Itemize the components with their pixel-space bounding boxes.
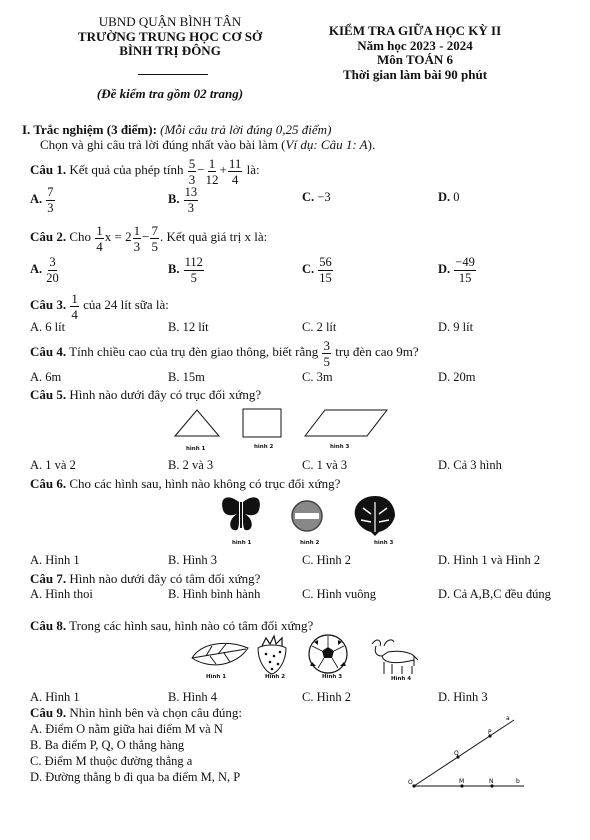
question-1: Câu 1. Kết quả của phép tính $\frac{5}{3}$ − $\frac{1}{12}$ + $\frac{11}{4}$ là: <box>30 155 260 187</box>
q4-option-d[interactable]: D. 20m <box>438 370 476 384</box>
header-divider <box>138 74 208 75</box>
q7-option-c[interactable]: C. Hình vuông <box>302 587 376 601</box>
q1-frac-3: $\frac{11}{4}$ <box>228 155 242 187</box>
monstera-leaf-icon <box>355 496 395 536</box>
parallelogram-shape <box>305 410 387 436</box>
q6-option-c[interactable]: C. Hình 2 <box>302 553 351 567</box>
q6-caption-1: hình 1 <box>232 540 252 546</box>
school-name: BÌNH TRỊ ĐÔNG <box>119 43 221 58</box>
question-9: Câu 9. Nhìn hình bên và chọn câu đúng: <box>30 705 242 720</box>
q3-option-b[interactable]: B. 12 lít <box>168 320 209 334</box>
q5-option-c[interactable]: C. 1 và 3 <box>302 458 348 472</box>
q8-option-b[interactable]: B. Hình 4 <box>168 690 217 704</box>
q2-option-b[interactable]: B. $\frac{112}{5}$ <box>168 255 203 285</box>
q3-option-a[interactable]: A. 6 lít <box>30 320 66 334</box>
question-4: Câu 4. Tính chiều cao của trụ đèn giao thông, biết rằng $\frac{3}{5}$ trụ đèn cao 9m? <box>30 337 419 369</box>
q6-figures <box>215 494 395 538</box>
label-b: b <box>516 778 520 785</box>
leaf-icon <box>192 643 248 664</box>
q3-option-d[interactable]: D. 9 lít <box>438 320 474 334</box>
instruction <box>40 137 375 153</box>
point-o <box>412 784 415 787</box>
q8-caption-2: Hình 2 <box>265 674 286 680</box>
q1-option-d[interactable]: D. 0 <box>438 190 460 204</box>
question-3: Câu 3. $\frac{1}{4}$ của 24 lít sữa là: <box>30 290 169 322</box>
q9-option-a[interactable]: A. Điểm O nằm giữa hai điểm M và N <box>30 722 223 736</box>
butterfly-icon <box>222 497 260 530</box>
question-6: Câu 6. Cho các hình sau, hình nào không có trục đối xứng? <box>30 476 341 491</box>
q9-option-d[interactable]: D. Đường thẳng b đi qua ba điểm M, N, P <box>30 770 241 784</box>
q7-option-b[interactable]: B. Hình bình hành <box>168 587 261 601</box>
duration: Thời gian làm bài 90 phút <box>342 67 488 82</box>
q3-option-c[interactable]: C. 2 lít <box>302 320 337 334</box>
q2-option-d[interactable]: D. $\frac{-49}{15}$ <box>438 255 475 285</box>
q8-figures <box>188 634 418 678</box>
section-title <box>22 122 331 138</box>
q2-option-a[interactable]: A. $\frac{3}{20}$ <box>30 255 59 285</box>
section-title-text: I. Trắc nghiệm (3 điểm): <box>22 122 157 137</box>
q1-frac-2: $\frac{1}{12}$ <box>205 155 219 187</box>
section-title-note: (Mỗi câu trả lời đúng 0,25 điểm) <box>160 122 332 137</box>
label-o: O <box>408 779 413 786</box>
square-shape <box>243 409 281 437</box>
instruction-end: ). <box>367 137 376 152</box>
q4-option-a[interactable]: A. 6m <box>30 370 62 384</box>
soccer-ball-icon <box>309 635 347 673</box>
q1-option-b[interactable]: B. $\frac{13}{3}$ <box>168 185 198 215</box>
label-m: M <box>459 778 465 785</box>
ox-icon <box>372 640 418 674</box>
question-5: Câu 5. Hình nào dưới đây có trục đối xứng? <box>30 387 262 402</box>
exam-title: KIỂM TRA GIỮA HỌC KỲ II <box>328 23 502 38</box>
no-entry-sign-icon <box>292 501 322 531</box>
district-name: UBND QUẬN BÌNH TÂN <box>98 14 242 29</box>
q5-option-b[interactable]: B. 2 và 3 <box>168 458 214 472</box>
q1-option-a[interactable]: A. $\frac{7}{3}$ <box>30 185 54 215</box>
q6-caption-2: hình 2 <box>300 540 320 546</box>
q5-caption-3: hình 3 <box>330 444 350 450</box>
question-2: Câu 2. Cho $\frac{1}{4}$ x = 2 $\frac{1}{3}$ − $\frac{7}{5}$ . Kết quả giá trị x là: <box>30 222 268 254</box>
q9-geometry-figure <box>400 712 530 792</box>
q1-text: Kết quả của phép tính <box>69 162 184 177</box>
q5-option-d[interactable]: D. Cả 3 hình <box>438 458 502 472</box>
school-type: TRƯỜNG TRUNG HỌC CƠ SỞ <box>77 29 263 44</box>
q7-option-a[interactable]: A. Hình thoi <box>30 587 93 601</box>
label-a: a <box>506 715 510 722</box>
label-q: Q <box>454 750 459 757</box>
q8-caption-3: Hình 3 <box>322 674 343 680</box>
question-8: Câu 8. Trong các hình sau, hình nào có tâm đối xứng? <box>30 618 314 633</box>
q8-option-d[interactable]: D. Hình 3 <box>438 690 488 704</box>
line-a <box>414 720 514 786</box>
q2-option-c[interactable]: C. $\frac{56}{15}$ <box>302 255 332 285</box>
q8-caption-1: Hình 1 <box>206 674 227 680</box>
q1-option-c[interactable]: C. −3 <box>302 190 331 204</box>
q6-option-d[interactable]: D. Hình 1 và Hình 2 <box>438 553 541 567</box>
triangle-shape <box>175 410 219 436</box>
instruction-example: Ví dụ: Câu 1: A <box>285 137 368 152</box>
q8-caption-4: Hình 4 <box>391 676 412 682</box>
page-count-note: (Đề kiểm tra gồm 02 trang) <box>96 86 244 101</box>
q1-label: Câu 1. <box>30 162 67 177</box>
question-7: Câu 7. Hình nào dưới đây có tâm đối xứng? <box>30 571 261 586</box>
q9-option-c[interactable]: C. Điểm M thuộc đường thẳng a <box>30 754 193 768</box>
q4-option-b[interactable]: B. 15m <box>168 370 205 384</box>
subject: Môn TOÁN 6 <box>376 52 454 67</box>
q8-option-a[interactable]: A. Hình 1 <box>30 690 80 704</box>
q4-option-c[interactable]: C. 3m <box>302 370 333 384</box>
q5-caption-1: hình 1 <box>186 446 206 452</box>
label-n: N <box>489 778 494 785</box>
q8-option-c[interactable]: C. Hình 2 <box>302 690 351 704</box>
q1-frac-1: $\frac{5}{3}$ <box>188 155 196 187</box>
q6-caption-3: hình 3 <box>374 540 394 546</box>
q6-option-a[interactable]: A. Hình 1 <box>30 553 80 567</box>
q9-option-b[interactable]: B. Ba điểm P, Q, O thẳng hàng <box>30 738 185 752</box>
q5-caption-2: hình 2 <box>254 444 274 450</box>
strawberry-icon <box>258 636 286 674</box>
q5-option-a[interactable]: A. 1 và 2 <box>30 458 76 472</box>
instruction-text: Chọn và ghi câu trả lời đúng nhất vào bài làm ( <box>40 137 286 152</box>
q7-option-d[interactable]: D. Cả A,B,C đều đúng <box>438 587 551 601</box>
label-p: P <box>488 729 492 736</box>
q6-option-b[interactable]: B. Hình 3 <box>168 553 217 567</box>
school-year: Năm học 2023 - 2024 <box>357 38 473 53</box>
